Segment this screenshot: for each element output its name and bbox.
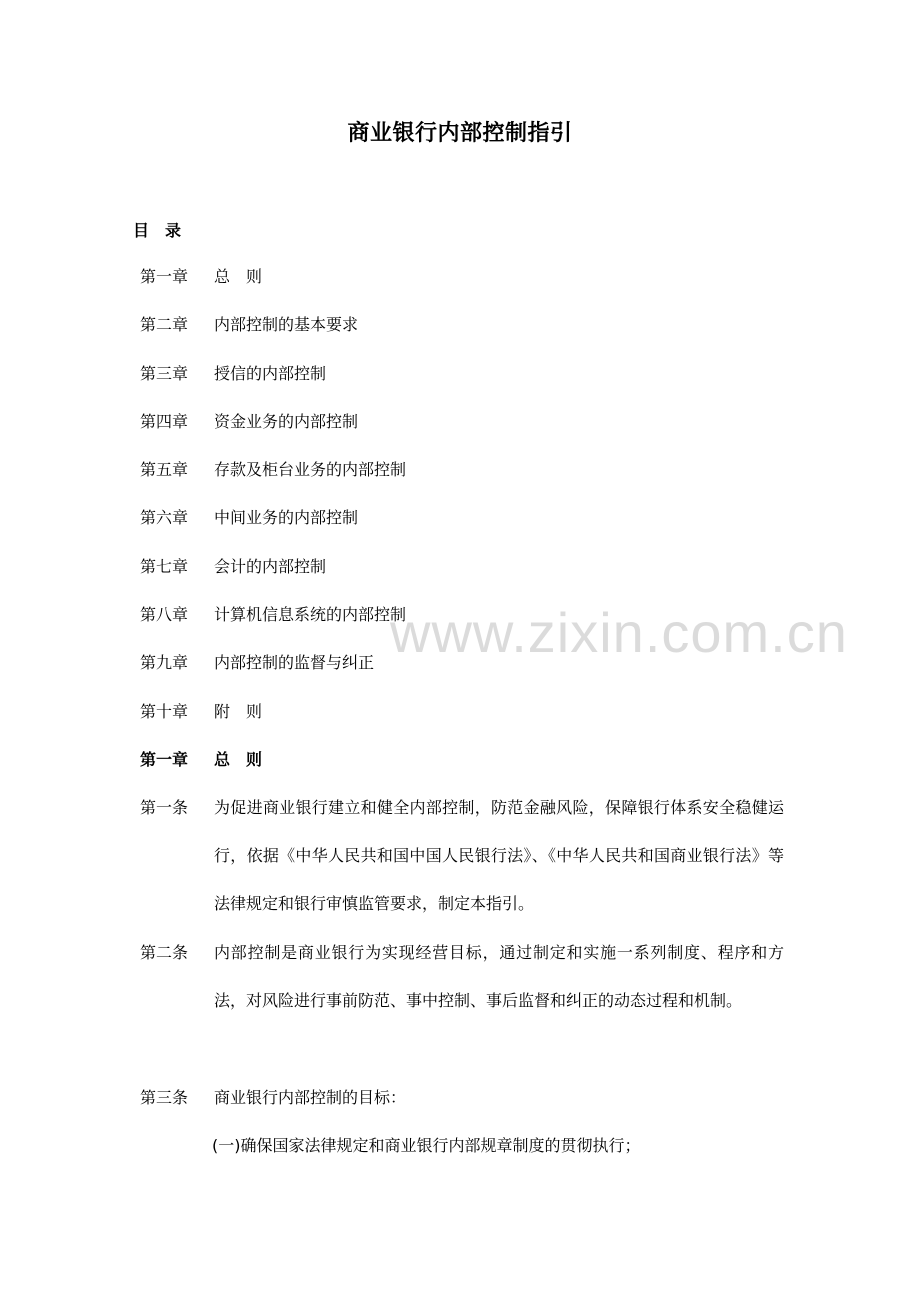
toc-item (140, 459, 406, 481)
toc-item (140, 701, 262, 723)
watermark: www.zixin.com.cn (390, 601, 848, 664)
article-number: 第三条 (140, 1088, 189, 1107)
article-number: 第一条 (140, 798, 189, 817)
toc-chapter-number: 第一章 (140, 267, 189, 286)
article-text: 商业银行内部控制的目标： (214, 1088, 407, 1107)
toc-chapter-title: 计算机信息系统的内部控制 (214, 605, 407, 624)
article (140, 1087, 790, 1117)
toc-chapter-number: 第九章 (140, 653, 189, 672)
toc-chapter-number: 第三章 (140, 364, 189, 383)
toc-item (140, 556, 326, 578)
toc-chapter-number: 第十章 (140, 702, 189, 721)
toc-chapter-title: 授信的内部控制 (214, 364, 327, 383)
toc-chapter-title: 会计的内部控制 (214, 557, 327, 576)
toc-item (140, 363, 326, 385)
toc-item (140, 314, 358, 336)
toc-chapter-number: 第八章 (140, 605, 189, 624)
chapter-heading (140, 749, 262, 771)
toc-chapter-title: 资金业务的内部控制 (214, 412, 359, 431)
toc-chapter-title: 存款及柜台业务的内部控制 (214, 460, 407, 479)
toc-chapter-number: 第六章 (140, 508, 189, 527)
article-text: 为促进商业银行建立和健全内部控制，防范金融风险，保障银行体系安全稳健运行，依据《中华人民共和国中国人民银行法》、《中华人民共和国商业银行法》等法律规定和银行审慎监管要求，制定本指引。 (214, 798, 784, 913)
toc-heading: 目 录 (133, 221, 182, 240)
toc-chapter-title: 中间业务的内部控制 (214, 508, 359, 527)
chapter-number: 第一章 (140, 750, 189, 769)
document-title: 商业银行内部控制指引 (347, 121, 573, 146)
toc-item (140, 507, 358, 529)
article (140, 797, 790, 937)
toc-chapter-title: 内部控制的基本要求 (214, 315, 359, 334)
toc-chapter-title: 总 则 (214, 267, 263, 286)
article-text: 内部控制是商业银行为实现经营目标，通过制定和实施一系列制度、程序和方法，对风险进行事前防范、事中控制、事后监督和纠正的动态过程和机制。 (214, 943, 784, 1010)
toc-chapter-number: 第五章 (140, 460, 189, 479)
toc-chapter-number: 第二章 (140, 315, 189, 334)
toc-item (140, 411, 358, 433)
toc-chapter-number: 第四章 (140, 412, 189, 431)
toc-item (140, 604, 406, 626)
article-sub-item: (一)确保国家法律规定和商业银行内部规章制度的贯彻执行； (212, 1136, 641, 1155)
toc-chapter-number: 第七章 (140, 557, 189, 576)
toc-chapter-title: 内部控制的监督与纠正 (214, 653, 375, 672)
toc-item (140, 652, 374, 674)
article-number: 第二条 (140, 943, 189, 962)
chapter-title: 总 则 (214, 750, 263, 769)
article (140, 942, 790, 1082)
toc-chapter-title: 附 则 (214, 702, 263, 721)
toc-item (140, 266, 262, 288)
